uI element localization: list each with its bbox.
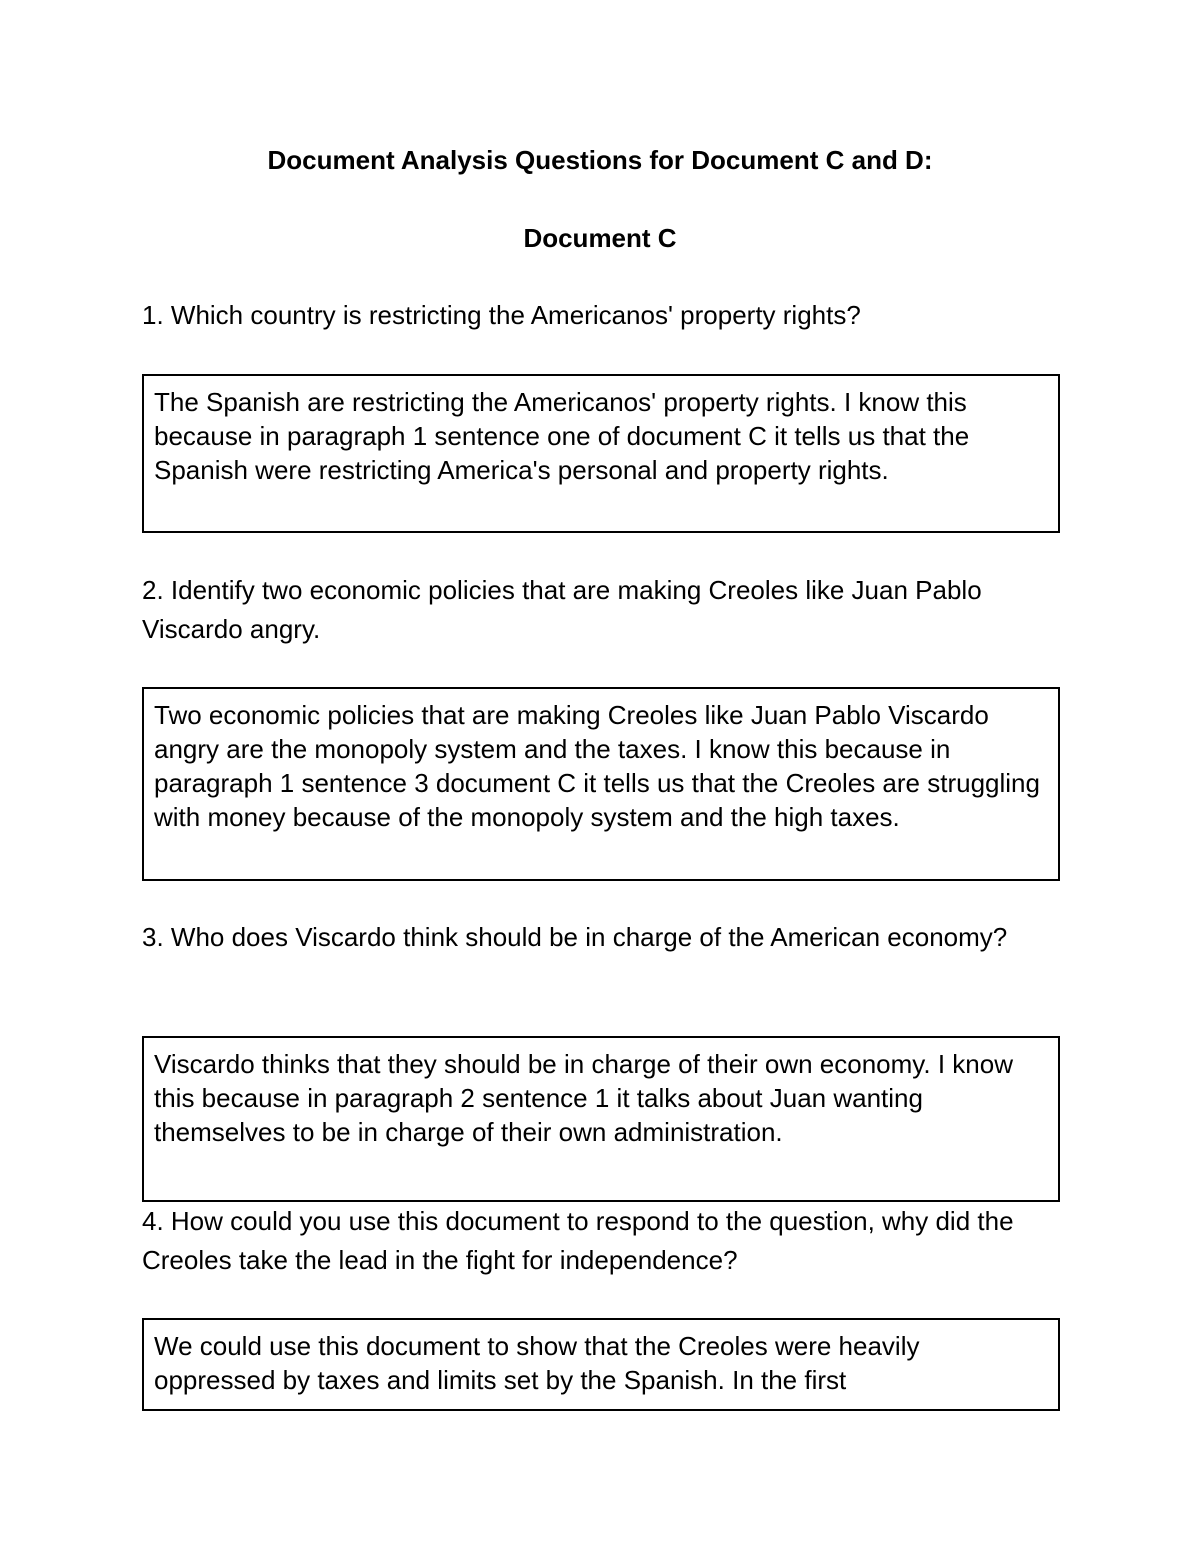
answer-box-3[interactable] — [142, 1036, 1060, 1202]
question-4: 4. How could you use this document to respond to the question, why did the Creoles take the lead in the fight for independence? — [142, 1206, 1014, 1275]
question-3: 3. Who does Viscardo think should be in charge of the American economy? — [142, 922, 1008, 952]
answer-1-text: The Spanish are restricting the Americanos' property rights. I know this because in paragraph 1 sentence one of document C it tells us that the Spanish were restricting America's personal and property rights. — [154, 387, 970, 485]
answer-2-text: Two economic policies that are making Creoles like Juan Pablo Viscardo angry are the monopoly system and the taxes. I know this because in paragraph 1 sentence 3 document C it tells us that the Creoles are struggling with money because of the monopoly system and the high taxes. — [154, 700, 1040, 832]
question-2: 2. Identify two economic policies that are making Creoles like Juan Pablo Viscardo angry. — [142, 575, 982, 644]
answer-box-1[interactable] — [142, 374, 1060, 533]
answer-3-text: Viscardo thinks that they should be in charge of their own economy. I know this because in paragraph 2 sentence 1 it talks about Juan wanting themselves to be in charge of their own administration. — [154, 1049, 1013, 1147]
section-heading: Document C — [523, 223, 677, 253]
page-title: Document Analysis Questions for Document C and D: — [267, 145, 933, 175]
answer-box-4[interactable] — [142, 1318, 1060, 1411]
question-1: 1. Which country is restricting the Americanos' property rights? — [142, 300, 861, 330]
answer-4-text: We could use this document to show that the Creoles were heavily oppressed by taxes and limits set by the Spanish. In the first — [154, 1331, 920, 1395]
answer-box-2[interactable] — [142, 687, 1060, 881]
